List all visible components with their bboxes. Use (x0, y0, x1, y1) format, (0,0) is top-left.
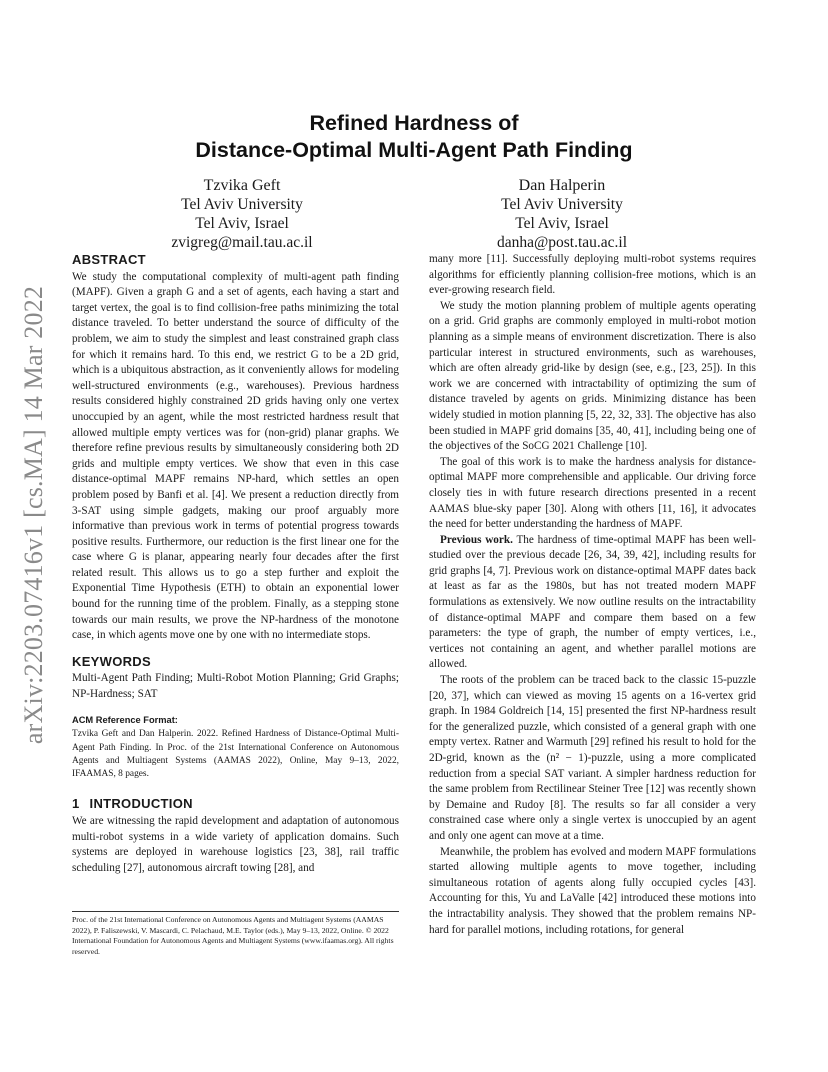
body-paragraph: many more [11]. Successfully deploying multi-robot systems requires algorithms for efficiently planning collision-free motions, which is an ever-growing research field. (429, 253, 756, 297)
acm-reference-heading: ACM Reference Format: (72, 714, 178, 725)
body-paragraph: Meanwhile, the problem has evolved and modern MAPF formulations started allowing multiple agents to move together, including simultaneous rotation of agents along fully occupied cycles [43]. Accounting for this, Yu and LaValle [42] introduced these motions into the intractability analysis. They showed that the problem remains NP-hard for parallel motions, including rotations, for general (429, 845, 756, 936)
author-2 (452, 176, 672, 252)
title-line-1: Refined Hardness of (309, 111, 519, 135)
arxiv-id-text: arXiv:2203.07416v1 [cs.MA] 14 Mar 2022 (19, 285, 48, 745)
body-paragraph: We study the motion planning problem of multiple agents operating on a grid. Grid graphs are commonly employed in multi-robot motion planning as a simple means of environment discretization. There is also particular interest in structured environments, such as warehouses, which are often already grid-like by design (see, e.g., [23, 25]). In this work we are concerned with intractability of optimizing the sum of distance traveled by agents on grids. Minimizing distance has been widely studied in motion planning [5, 22, 32, 33]. The objective has also been studied in MAPF grid domains [35, 40, 41], including being one of the objectives of the SoCG 2021 Challenge [10]. (429, 299, 756, 453)
author-name: Tzvika Geft (203, 177, 281, 194)
title-line-2: Distance-Optimal Multi-Agent Path Finding (195, 138, 633, 162)
arxiv-identifier (20, 275, 48, 755)
paper-title (72, 110, 756, 164)
left-column (72, 252, 399, 876)
body-paragraph: The roots of the problem can be traced back to the classic 15-puzzle [20, 37], which can viewed as moving 15 agents on a 16-vertex grid graph. In 1984 Goldreich [14, 15] presented the first NP-hardness result for the generalized puzzle, which consisted of a general graph with one empty vertex. Ratner and Warmuth [29] refined his result to hold for the 2D-grid, known as the (n² − 1)-puzzle, using a more complicated reduction from a special SAT variant. A simpler hardness reduction for the same problem from Rectilinear Steiner Tree [12] was recently shown by Demaine and Rudoy [8]. The results so far all consider a very constrained case where only a single vertex is unoccupied by an agent and only one agent can move at a time. (429, 674, 756, 842)
section-number: 1 (72, 796, 80, 812)
author-location: Tel Aviv, Israel (195, 215, 289, 232)
previous-work-paragraph (429, 533, 756, 673)
keywords-heading: KEYWORDS (72, 653, 151, 669)
intro-paragraph: We are witnessing the rapid development and adaptation of autonomous multi-robot systems in a wide variety of application domains. Such systems are deployed in warehouse logistics [23, 38], rail traffic scheduling [27], autonomous aircraft towing [28], and (72, 815, 399, 874)
abstract-heading: ABSTRACT (72, 252, 146, 267)
right-column (429, 252, 756, 938)
author-email: zvigreg@mail.tau.ac.il (171, 234, 313, 251)
introduction-heading (72, 796, 399, 812)
conference-footnote: Proc. of the 21st International Conference on Autonomous Agents and Multiagent Systems (AAMAS 2022), P. Faliszewski, V. Mascardi, C. Pelachaud, M.E. Taylor (eds.), May 9–13, 2022, Online. © 2022 International Foundation for Autonomous Agents and Multiagent Systems (www.ifaamas.org). All rights reserved. (72, 911, 399, 958)
keywords-text: Multi-Agent Path Finding; Multi-Robot Motion Planning; Grid Graphs; NP-Hardness; SAT (72, 672, 399, 701)
section-title: INTRODUCTION (89, 796, 193, 812)
previous-work-label: Previous work. (440, 533, 513, 546)
author-affiliation: Tel Aviv University (501, 196, 623, 213)
body-paragraph: The goal of this work is to make the hardness analysis for distance-optimal MAPF more comprehensible and applicable. Our driving force closely ties in with future research directions presented in a recent AAMAS blue-sky paper [30]. Along with others [11, 16], it advocates the need for better understanding the hardness of MAPF. (429, 455, 756, 531)
author-1 (132, 176, 352, 252)
author-location: Tel Aviv, Israel (515, 215, 609, 232)
previous-work-text: The hardness of time-optimal MAPF has been well-studied over the previous decade [26, 34, 39, 42], including results for grid graphs [4, 7]. Previous work on distance-optimal MAPF dates back at least as far as the 1980s, but has not treated modern MAPF formulations as extensively. We now outline results on the intractability of distance-optimal MAPF and compare them based on a few parameters: the type of graph, the number of empty vertices, i.e., vertices not containing an agent, and whether parallel motions are allowed. (429, 533, 756, 671)
abstract-text: We study the computational complexity of multi-agent path finding (MAPF). Given a graph G and a set of agents, each having a start and target vertex, the goal is to find collision-free paths minimizing the total distance traveled. To better understand the source of difficulty of the problem, we aim to study the simplest and least constrained graph class for which it remains hard. To this end, we restrict G to be a 2D grid, which is a ubiquitous abstraction, as it conveniently allows for modeling well-structured environments (e.g., warehouses). Previous hardness results considered highly constrained 2D grids having only one vertex unoccupied by an agent, while the most restricted hardness result that allowed multiple empty vertices was for (non-grid) planar graphs. We therefore refine previous results by simultaneously considering both 2D grids and multiple empty vertices. We show that even in this case distance-optimal MAPF remains NP-hard, which settles an open problem posed by Banfi et al. [4]. We present a reduction directly from 3-SAT using simple gadgets, making our proof arguably more informative than previous work in terms of potential progress towards positive results. Furthermore, our reduction is the first linear one for the case where G is planar, appearing nearly four decades after the first related result. This allows us to go a step further and exploit the Exponential Time Hypothesis (ETH) to obtain an exponential lower bound for the running time of the problem. Finally, as a stepping stone towards our main results, we prove the NP-hardness of the monotone case, in which agents move one by one with no intermediate stops. (72, 270, 399, 642)
author-email: danha@post.tau.ac.il (496, 234, 628, 251)
author-name: Dan Halperin (518, 177, 606, 194)
author-affiliation: Tel Aviv University (181, 196, 303, 213)
acm-reference-text: Tzvika Geft and Dan Halperin. 2022. Refined Hardness of Distance-Optimal Multi-Agent Path Finding. In Proc. of the 21st International Conference on Autonomous Agents and Multiagent Systems (AAMAS 2022), Online, May 9–13, 2022, IFAAMAS, 8 pages. (72, 729, 399, 780)
